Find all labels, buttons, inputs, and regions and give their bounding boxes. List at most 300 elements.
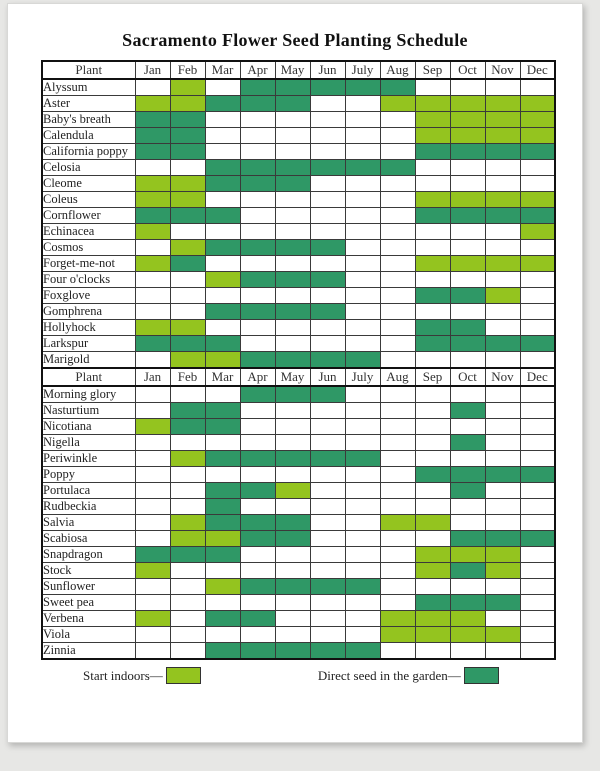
plant-column-header: Plant <box>42 61 135 79</box>
schedule-cell-aster-mar <box>205 96 240 112</box>
schedule-cell-zinnia-feb <box>170 643 205 660</box>
schedule-cell-calendula-apr <box>240 128 275 144</box>
schedule-cell-coleus-mar <box>205 192 240 208</box>
schedule-cell-nicotiana-may <box>275 419 310 435</box>
plant-name: Salvia <box>42 515 135 531</box>
schedule-cell-echinacea-oct <box>450 224 485 240</box>
schedule-cell-marigold-dec <box>520 352 555 369</box>
schedule-cell-viola-jun <box>310 627 345 643</box>
month-header-july: July <box>345 61 380 79</box>
month-header-feb: Feb <box>170 61 205 79</box>
schedule-cell-portulaca-oct <box>450 483 485 499</box>
plant-name: Portulaca <box>42 483 135 499</box>
schedule-cell-sunflower-sep <box>415 579 450 595</box>
schedule-cell-cornflower-oct <box>450 208 485 224</box>
legend <box>83 667 582 684</box>
schedule-cell-forget-me-not-dec <box>520 256 555 272</box>
schedule-cell-verbena-july <box>345 611 380 627</box>
schedule-cell-alyssum-july <box>345 79 380 96</box>
month-header-row-2 <box>42 368 555 386</box>
month-header-jan: Jan <box>135 368 170 386</box>
month-header-jan: Jan <box>135 61 170 79</box>
schedule-cell-california-poppy-aug <box>380 144 415 160</box>
schedule-cell-marigold-jan <box>135 352 170 369</box>
schedule-cell-nicotiana-apr <box>240 419 275 435</box>
schedule-cell-nicotiana-feb <box>170 419 205 435</box>
plant-name: Four o'clocks <box>42 272 135 288</box>
plant-name: Stock <box>42 563 135 579</box>
schedule-cell-zinnia-sep <box>415 643 450 660</box>
schedule-cell-coleus-sep <box>415 192 450 208</box>
schedule-cell-hollyhock-july <box>345 320 380 336</box>
schedule-cell-alyssum-nov <box>485 79 520 96</box>
schedule-cell-scabiosa-jan <box>135 531 170 547</box>
schedule-cell-hollyhock-dec <box>520 320 555 336</box>
schedule-cell-viola-may <box>275 627 310 643</box>
month-header-apr: Apr <box>240 368 275 386</box>
schedule-cell-morning-glory-aug <box>380 386 415 403</box>
schedule-cell-nicotiana-july <box>345 419 380 435</box>
schedule-cell-nasturtium-jun <box>310 403 345 419</box>
schedule-cell-stock-dec <box>520 563 555 579</box>
schedule-cell-poppy-oct <box>450 467 485 483</box>
schedule-cell-stock-july <box>345 563 380 579</box>
schedule-cell-salvia-mar <box>205 515 240 531</box>
table-row-gomphrena <box>42 304 555 320</box>
schedule-cell-sweet-pea-dec <box>520 595 555 611</box>
schedule-cell-cosmos-aug <box>380 240 415 256</box>
plant-name: Nicotiana <box>42 419 135 435</box>
schedule-cell-sweet-pea-oct <box>450 595 485 611</box>
table-row-four-o-clocks <box>42 272 555 288</box>
table-row-nasturtium <box>42 403 555 419</box>
table-row-salvia <box>42 515 555 531</box>
schedule-cell-cosmos-jun <box>310 240 345 256</box>
plant-name: Hollyhock <box>42 320 135 336</box>
schedule-cell-sweet-pea-apr <box>240 595 275 611</box>
table-row-sweet-pea <box>42 595 555 611</box>
schedule-cell-rudbeckia-may <box>275 499 310 515</box>
month-header-apr: Apr <box>240 61 275 79</box>
schedule-cell-nasturtium-jan <box>135 403 170 419</box>
schedule-cell-nicotiana-nov <box>485 419 520 435</box>
schedule-cell-rudbeckia-nov <box>485 499 520 515</box>
schedule-cell-verbena-nov <box>485 611 520 627</box>
schedule-cell-baby-s-breath-apr <box>240 112 275 128</box>
schedule-cell-forget-me-not-feb <box>170 256 205 272</box>
schedule-cell-salvia-nov <box>485 515 520 531</box>
schedule-cell-celosia-jan <box>135 160 170 176</box>
schedule-cell-coleus-jan <box>135 192 170 208</box>
schedule-cell-alyssum-jan <box>135 79 170 96</box>
schedule-cell-gomphrena-apr <box>240 304 275 320</box>
schedule-cell-calendula-oct <box>450 128 485 144</box>
schedule-cell-periwinkle-aug <box>380 451 415 467</box>
schedule-cell-larkspur-may <box>275 336 310 352</box>
schedule-cell-coleus-aug <box>380 192 415 208</box>
schedule-cell-zinnia-mar <box>205 643 240 660</box>
schedule-cell-nasturtium-mar <box>205 403 240 419</box>
schedule-cell-cornflower-jun <box>310 208 345 224</box>
schedule-cell-zinnia-jan <box>135 643 170 660</box>
schedule-cell-periwinkle-oct <box>450 451 485 467</box>
schedule-cell-baby-s-breath-july <box>345 112 380 128</box>
schedule-cell-salvia-jan <box>135 515 170 531</box>
table-row-stock <box>42 563 555 579</box>
month-header-feb: Feb <box>170 368 205 386</box>
schedule-cell-larkspur-feb <box>170 336 205 352</box>
schedule-cell-coleus-may <box>275 192 310 208</box>
schedule-cell-morning-glory-july <box>345 386 380 403</box>
schedule-cell-periwinkle-apr <box>240 451 275 467</box>
schedule-cell-verbena-sep <box>415 611 450 627</box>
schedule-cell-california-poppy-jun <box>310 144 345 160</box>
schedule-cell-morning-glory-apr <box>240 386 275 403</box>
schedule-cell-gomphrena-july <box>345 304 380 320</box>
schedule-cell-marigold-may <box>275 352 310 369</box>
schedule-cell-coleus-dec <box>520 192 555 208</box>
schedule-cell-sunflower-aug <box>380 579 415 595</box>
schedule-cell-alyssum-aug <box>380 79 415 96</box>
plant-name: Baby's breath <box>42 112 135 128</box>
schedule-cell-foxglove-sep <box>415 288 450 304</box>
plant-name: Cleome <box>42 176 135 192</box>
schedule-cell-verbena-apr <box>240 611 275 627</box>
schedule-cell-echinacea-nov <box>485 224 520 240</box>
schedule-cell-sweet-pea-feb <box>170 595 205 611</box>
schedule-cell-celosia-july <box>345 160 380 176</box>
schedule-cell-scabiosa-sep <box>415 531 450 547</box>
schedule-cell-scabiosa-may <box>275 531 310 547</box>
schedule-cell-hollyhock-sep <box>415 320 450 336</box>
schedule-cell-foxglove-oct <box>450 288 485 304</box>
schedule-cell-cosmos-july <box>345 240 380 256</box>
schedule-cell-california-poppy-dec <box>520 144 555 160</box>
schedule-cell-nicotiana-sep <box>415 419 450 435</box>
schedule-cell-gomphrena-jun <box>310 304 345 320</box>
schedule-cell-aster-nov <box>485 96 520 112</box>
schedule-cell-sweet-pea-jun <box>310 595 345 611</box>
schedule-cell-celosia-may <box>275 160 310 176</box>
schedule-cell-viola-july <box>345 627 380 643</box>
schedule-cell-coleus-july <box>345 192 380 208</box>
schedule-cell-four-o-clocks-nov <box>485 272 520 288</box>
schedule-cell-periwinkle-mar <box>205 451 240 467</box>
plant-name: Morning glory <box>42 386 135 403</box>
schedule-cell-baby-s-breath-jun <box>310 112 345 128</box>
schedule-cell-morning-glory-nov <box>485 386 520 403</box>
schedule-cell-four-o-clocks-sep <box>415 272 450 288</box>
month-header-july: July <box>345 368 380 386</box>
schedule-cell-nicotiana-jan <box>135 419 170 435</box>
schedule-cell-snapdragon-oct <box>450 547 485 563</box>
schedule-cell-foxglove-aug <box>380 288 415 304</box>
schedule-cell-echinacea-jan <box>135 224 170 240</box>
schedule-cell-foxglove-dec <box>520 288 555 304</box>
schedule-cell-echinacea-feb <box>170 224 205 240</box>
schedule-cell-echinacea-mar <box>205 224 240 240</box>
schedule-cell-poppy-july <box>345 467 380 483</box>
schedule-cell-calendula-jun <box>310 128 345 144</box>
schedule-cell-hollyhock-oct <box>450 320 485 336</box>
schedule-cell-marigold-nov <box>485 352 520 369</box>
schedule-cell-echinacea-jun <box>310 224 345 240</box>
schedule-cell-foxglove-jan <box>135 288 170 304</box>
schedule-cell-alyssum-mar <box>205 79 240 96</box>
schedule-cell-nigella-oct <box>450 435 485 451</box>
schedule-cell-nicotiana-aug <box>380 419 415 435</box>
month-header-oct: Oct <box>450 61 485 79</box>
schedule-cell-zinnia-apr <box>240 643 275 660</box>
schedule-cell-nasturtium-oct <box>450 403 485 419</box>
schedule-cell-scabiosa-feb <box>170 531 205 547</box>
table-row-scabiosa <box>42 531 555 547</box>
schedule-cell-aster-jan <box>135 96 170 112</box>
schedule-cell-aster-aug <box>380 96 415 112</box>
schedule-cell-gomphrena-feb <box>170 304 205 320</box>
plant-name: Aster <box>42 96 135 112</box>
schedule-cell-cosmos-mar <box>205 240 240 256</box>
schedule-cell-snapdragon-apr <box>240 547 275 563</box>
schedule-cell-echinacea-apr <box>240 224 275 240</box>
schedule-cell-salvia-jun <box>310 515 345 531</box>
schedule-cell-snapdragon-dec <box>520 547 555 563</box>
schedule-cell-coleus-feb <box>170 192 205 208</box>
table-row-nicotiana <box>42 419 555 435</box>
schedule-cell-stock-aug <box>380 563 415 579</box>
table-row-cleome <box>42 176 555 192</box>
schedule-cell-cleome-oct <box>450 176 485 192</box>
schedule-cell-salvia-feb <box>170 515 205 531</box>
schedule-cell-calendula-nov <box>485 128 520 144</box>
schedule-cell-stock-jan <box>135 563 170 579</box>
schedule-cell-viola-sep <box>415 627 450 643</box>
schedule-cell-poppy-feb <box>170 467 205 483</box>
schedule-cell-stock-feb <box>170 563 205 579</box>
schedule-cell-forget-me-not-jan <box>135 256 170 272</box>
schedule-cell-forget-me-not-mar <box>205 256 240 272</box>
plant-name: Scabiosa <box>42 531 135 547</box>
schedule-cell-baby-s-breath-jan <box>135 112 170 128</box>
schedule-cell-echinacea-july <box>345 224 380 240</box>
planting-schedule-table <box>41 60 556 660</box>
table-row-viola <box>42 627 555 643</box>
schedule-cell-four-o-clocks-jan <box>135 272 170 288</box>
table-row-snapdragon <box>42 547 555 563</box>
schedule-cell-coleus-apr <box>240 192 275 208</box>
plant-name: Verbena <box>42 611 135 627</box>
schedule-cell-echinacea-may <box>275 224 310 240</box>
schedule-cell-aster-sep <box>415 96 450 112</box>
schedule-cell-zinnia-may <box>275 643 310 660</box>
schedule-cell-morning-glory-may <box>275 386 310 403</box>
plant-name: Sweet pea <box>42 595 135 611</box>
plant-name: Rudbeckia <box>42 499 135 515</box>
schedule-cell-hollyhock-apr <box>240 320 275 336</box>
schedule-cell-four-o-clocks-may <box>275 272 310 288</box>
schedule-cell-scabiosa-aug <box>380 531 415 547</box>
schedule-cell-baby-s-breath-mar <box>205 112 240 128</box>
schedule-cell-zinnia-aug <box>380 643 415 660</box>
month-header-may: May <box>275 368 310 386</box>
schedule-cell-echinacea-dec <box>520 224 555 240</box>
page-title: Sacramento Flower Seed Planting Schedule <box>122 30 468 50</box>
schedule-cell-snapdragon-nov <box>485 547 520 563</box>
schedule-cell-larkspur-jan <box>135 336 170 352</box>
schedule-cell-nigella-jun <box>310 435 345 451</box>
schedule-cell-four-o-clocks-oct <box>450 272 485 288</box>
schedule-cell-rudbeckia-oct <box>450 499 485 515</box>
schedule-cell-baby-s-breath-nov <box>485 112 520 128</box>
table-row-baby-s-breath <box>42 112 555 128</box>
schedule-cell-verbena-mar <box>205 611 240 627</box>
schedule-cell-calendula-mar <box>205 128 240 144</box>
schedule-cell-sweet-pea-nov <box>485 595 520 611</box>
table-row-portulaca <box>42 483 555 499</box>
table-row-poppy <box>42 467 555 483</box>
schedule-cell-periwinkle-july <box>345 451 380 467</box>
schedule-cell-baby-s-breath-aug <box>380 112 415 128</box>
schedule-cell-hollyhock-nov <box>485 320 520 336</box>
schedule-cell-celosia-sep <box>415 160 450 176</box>
schedule-cell-four-o-clocks-jun <box>310 272 345 288</box>
schedule-cell-cornflower-july <box>345 208 380 224</box>
schedule-cell-four-o-clocks-aug <box>380 272 415 288</box>
schedule-cell-baby-s-breath-may <box>275 112 310 128</box>
schedule-cell-nicotiana-dec <box>520 419 555 435</box>
month-header-jun: Jun <box>310 368 345 386</box>
schedule-cell-celosia-mar <box>205 160 240 176</box>
schedule-cell-gomphrena-nov <box>485 304 520 320</box>
schedule-cell-portulaca-aug <box>380 483 415 499</box>
schedule-cell-scabiosa-oct <box>450 531 485 547</box>
schedule-cell-four-o-clocks-feb <box>170 272 205 288</box>
schedule-cell-cleome-aug <box>380 176 415 192</box>
schedule-cell-sweet-pea-jan <box>135 595 170 611</box>
table-row-larkspur <box>42 336 555 352</box>
schedule-cell-nasturtium-may <box>275 403 310 419</box>
month-header-oct: Oct <box>450 368 485 386</box>
schedule-cell-portulaca-july <box>345 483 380 499</box>
schedule-cell-sunflower-may <box>275 579 310 595</box>
schedule-cell-aster-may <box>275 96 310 112</box>
schedule-cell-scabiosa-mar <box>205 531 240 547</box>
schedule-cell-alyssum-jun <box>310 79 345 96</box>
schedule-cell-portulaca-sep <box>415 483 450 499</box>
schedule-cell-larkspur-oct <box>450 336 485 352</box>
schedule-cell-foxglove-nov <box>485 288 520 304</box>
schedule-cell-poppy-jan <box>135 467 170 483</box>
schedule-cell-cosmos-nov <box>485 240 520 256</box>
schedule-cell-coleus-oct <box>450 192 485 208</box>
schedule-cell-foxglove-july <box>345 288 380 304</box>
schedule-cell-hollyhock-aug <box>380 320 415 336</box>
schedule-cell-morning-glory-mar <box>205 386 240 403</box>
schedule-cell-larkspur-dec <box>520 336 555 352</box>
plant-name: Larkspur <box>42 336 135 352</box>
document-page <box>7 3 583 743</box>
schedule-cell-aster-apr <box>240 96 275 112</box>
schedule-cell-scabiosa-july <box>345 531 380 547</box>
schedule-cell-salvia-may <box>275 515 310 531</box>
schedule-cell-rudbeckia-mar <box>205 499 240 515</box>
schedule-cell-gomphrena-jan <box>135 304 170 320</box>
schedule-cell-sunflower-mar <box>205 579 240 595</box>
schedule-cell-aster-oct <box>450 96 485 112</box>
schedule-cell-rudbeckia-july <box>345 499 380 515</box>
schedule-cell-cosmos-jan <box>135 240 170 256</box>
schedule-cell-periwinkle-nov <box>485 451 520 467</box>
schedule-cell-cornflower-mar <box>205 208 240 224</box>
plant-name: California poppy <box>42 144 135 160</box>
schedule-cell-calendula-jan <box>135 128 170 144</box>
table-row-zinnia <box>42 643 555 660</box>
schedule-cell-cornflower-nov <box>485 208 520 224</box>
schedule-cell-cornflower-aug <box>380 208 415 224</box>
schedule-cell-salvia-oct <box>450 515 485 531</box>
schedule-cell-sunflower-jun <box>310 579 345 595</box>
schedule-cell-salvia-apr <box>240 515 275 531</box>
schedule-cell-larkspur-apr <box>240 336 275 352</box>
plant-name: Nasturtium <box>42 403 135 419</box>
schedule-cell-marigold-feb <box>170 352 205 369</box>
schedule-cell-larkspur-nov <box>485 336 520 352</box>
schedule-cell-hollyhock-jan <box>135 320 170 336</box>
schedule-cell-larkspur-jun <box>310 336 345 352</box>
schedule-cell-morning-glory-oct <box>450 386 485 403</box>
schedule-cell-cosmos-oct <box>450 240 485 256</box>
schedule-cell-viola-mar <box>205 627 240 643</box>
schedule-cell-cleome-july <box>345 176 380 192</box>
table-row-celosia <box>42 160 555 176</box>
schedule-cell-stock-may <box>275 563 310 579</box>
schedule-cell-salvia-aug <box>380 515 415 531</box>
schedule-cell-stock-apr <box>240 563 275 579</box>
schedule-cell-aster-july <box>345 96 380 112</box>
plant-name: Foxglove <box>42 288 135 304</box>
plant-name: Poppy <box>42 467 135 483</box>
schedule-cell-snapdragon-feb <box>170 547 205 563</box>
schedule-cell-baby-s-breath-feb <box>170 112 205 128</box>
schedule-cell-poppy-jun <box>310 467 345 483</box>
schedule-cell-coleus-nov <box>485 192 520 208</box>
schedule-cell-forget-me-not-nov <box>485 256 520 272</box>
table-row-periwinkle <box>42 451 555 467</box>
schedule-cell-cosmos-feb <box>170 240 205 256</box>
schedule-cell-scabiosa-jun <box>310 531 345 547</box>
schedule-cell-nasturtium-dec <box>520 403 555 419</box>
schedule-cell-verbena-feb <box>170 611 205 627</box>
schedule-cell-cleome-jan <box>135 176 170 192</box>
schedule-cell-marigold-apr <box>240 352 275 369</box>
plant-name: Marigold <box>42 352 135 369</box>
schedule-cell-nasturtium-sep <box>415 403 450 419</box>
schedule-cell-scabiosa-nov <box>485 531 520 547</box>
schedule-cell-gomphrena-oct <box>450 304 485 320</box>
schedule-cell-portulaca-apr <box>240 483 275 499</box>
schedule-cell-nicotiana-jun <box>310 419 345 435</box>
schedule-cell-nasturtium-aug <box>380 403 415 419</box>
table-row-california-poppy <box>42 144 555 160</box>
schedule-cell-nigella-aug <box>380 435 415 451</box>
plant-name: Alyssum <box>42 79 135 96</box>
direct-seed-swatch <box>464 667 499 684</box>
table-row-forget-me-not <box>42 256 555 272</box>
schedule-cell-poppy-sep <box>415 467 450 483</box>
schedule-cell-rudbeckia-aug <box>380 499 415 515</box>
schedule-cell-snapdragon-jan <box>135 547 170 563</box>
schedule-cell-echinacea-aug <box>380 224 415 240</box>
